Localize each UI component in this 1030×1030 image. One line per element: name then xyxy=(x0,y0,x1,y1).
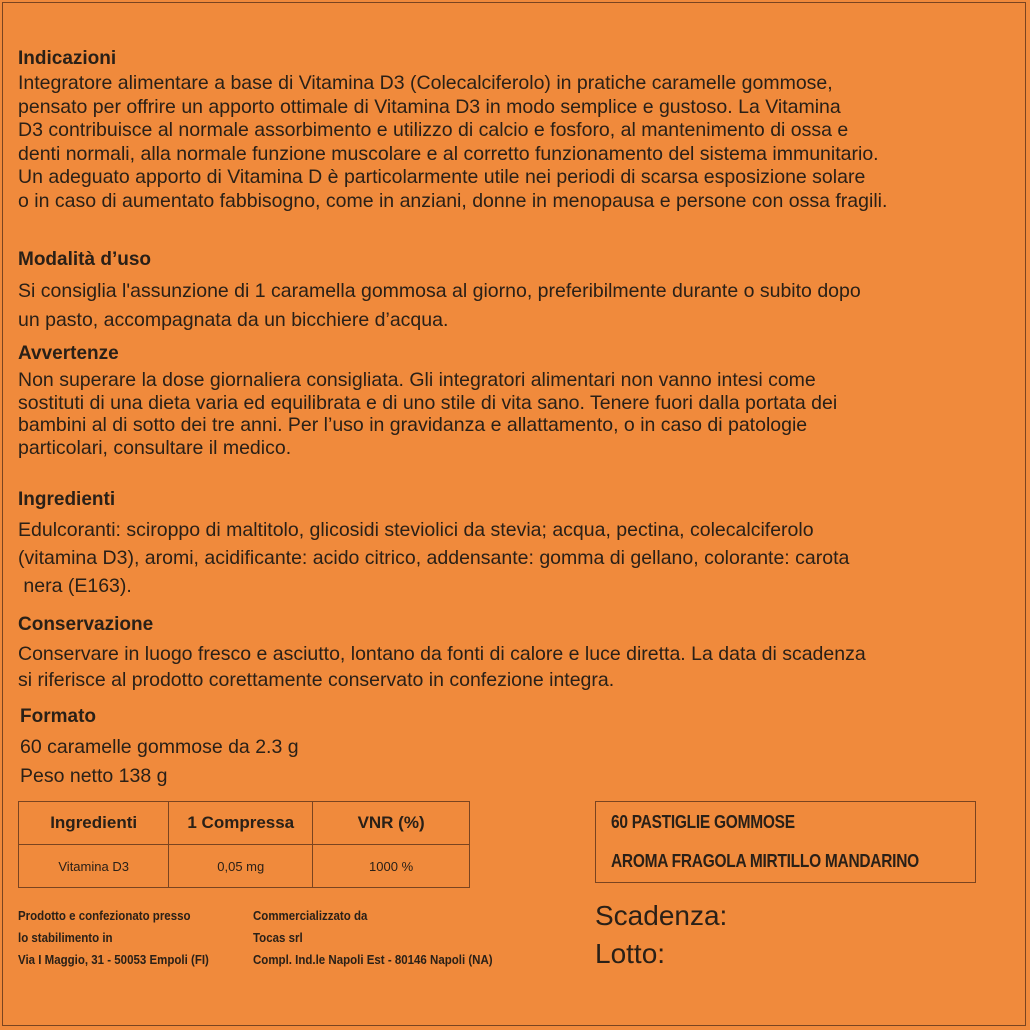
heading-formato: Formato xyxy=(20,706,96,727)
product-flavor: AROMA FRAGOLA MIRTILLO MANDARINO xyxy=(611,851,919,871)
producer-line: Prodotto e confezionato presso xyxy=(18,909,191,923)
product-count: 60 PASTIGLIE GOMMOSE xyxy=(611,812,795,832)
table-header-row xyxy=(19,802,470,845)
text-line: D3 contribuisce al normale assorbimento e utilizzo di calcio e fosforo, al mantenimento di ossa e xyxy=(18,119,849,142)
producer-info xyxy=(18,905,209,971)
heading-indicazioni: Indicazioni xyxy=(18,48,117,69)
distributor-info xyxy=(253,905,493,971)
text-line: (vitamina D3), aromi, acidificante: acido citrico, addensante: gomma di gellano, colorante: carota xyxy=(18,547,850,569)
text-indicazioni xyxy=(18,72,1018,214)
section-modalita xyxy=(18,249,1018,335)
text-line: 60 caramelle gommose da 2.3 g xyxy=(20,736,299,758)
table-cell: Vitamina D3 xyxy=(19,845,169,888)
nutrition-table xyxy=(18,801,470,888)
text-line: o in caso di aumentato fabbisogno, come in anziani, donne in menopausa e persone con ossa fragili. xyxy=(18,189,888,212)
section-avvertenze xyxy=(18,343,1018,459)
text-line: Si consiglia l'assunzione di 1 caramella gommosa al giorno, preferibilmente durante o subito dopo xyxy=(18,280,861,302)
text-line: Non superare la dose giornaliera consigliata. Gli integratori alimentari non vanno intesi come xyxy=(18,369,816,391)
table-header: Ingredienti xyxy=(19,802,169,845)
table-header: 1 Compressa xyxy=(169,802,313,845)
text-line: pensato per offrire un apporto ottimale di Vitamina D3 in modo semplice e gustoso. La Vitamina xyxy=(18,95,841,118)
text-line: Edulcoranti: sciroppo di maltitolo, glicosidi steviolici da stevia; acqua, pectina, colecalciferolo xyxy=(18,519,814,541)
heading-avvertenze: Avvertenze xyxy=(18,343,119,364)
text-line: Integratore alimentare a base di Vitamina D3 (Colecalciferolo) in pratiche caramelle gommose, xyxy=(18,72,833,94)
distributor-line: Commercializzato da xyxy=(253,909,368,923)
text-line: denti normali, alla normale funzione muscolare e al corretto funzionamento del sistema immunitario. xyxy=(18,142,879,165)
text-line: nera (E163). xyxy=(18,575,132,597)
text-line: si riferisce al prodotto corettamente conservato in confezione integra. xyxy=(18,669,615,691)
section-formato xyxy=(20,706,1020,791)
text-line: un pasto, accompagnata da un bicchiere d’acqua. xyxy=(18,309,449,331)
table-cell: 0,05 mg xyxy=(169,845,313,888)
text-line: Un adeguato apporto di Vitamina D è particolarmente utile nei periodi di scarsa esposizione solare xyxy=(18,166,866,189)
text-line: Conservare in luogo fresco e asciutto, lontano da fonti di calore e luce diretta. La data di scadenza xyxy=(18,643,866,665)
table-header: VNR (%) xyxy=(313,802,470,845)
text-formato xyxy=(20,733,1020,791)
product-info-box xyxy=(595,801,976,883)
text-ingredienti xyxy=(18,516,1018,600)
expiry-label: Scadenza: xyxy=(595,900,728,931)
text-avvertenze xyxy=(18,369,1018,459)
table-row xyxy=(19,845,470,888)
section-ingredienti xyxy=(18,489,1018,600)
text-line: bambini al di sotto dei tre anni. Per l’uso in gravidanza e allattamento, o in caso di patologie xyxy=(18,414,808,436)
heading-modalita: Modalità d’uso xyxy=(18,249,151,270)
lot-label: Lotto: xyxy=(595,938,666,969)
text-line: sostituti di una dieta varia ed equilibrata e di uno stile di vita sano. Tenere fuori dalla portata dei xyxy=(18,391,838,414)
table-cell: 1000 % xyxy=(313,845,470,888)
text-line: Peso netto 138 g xyxy=(20,765,168,787)
text-conservazione xyxy=(18,641,1018,693)
section-indicazioni xyxy=(18,48,1018,214)
heading-conservazione: Conservazione xyxy=(18,614,154,635)
producer-line: lo stabilimento in xyxy=(18,931,113,945)
text-line: particolari, consultare il medico. xyxy=(18,436,292,459)
producer-line: Via I Maggio, 31 - 50053 Empoli (FI) xyxy=(18,953,209,967)
text-modalita xyxy=(18,277,1018,335)
heading-ingredienti: Ingredienti xyxy=(18,489,116,510)
section-conservazione xyxy=(18,614,1018,693)
distributor-line: Compl. Ind.le Napoli Est - 80146 Napoli (NA) xyxy=(253,953,493,967)
distributor-line: Tocas srl xyxy=(253,931,303,945)
